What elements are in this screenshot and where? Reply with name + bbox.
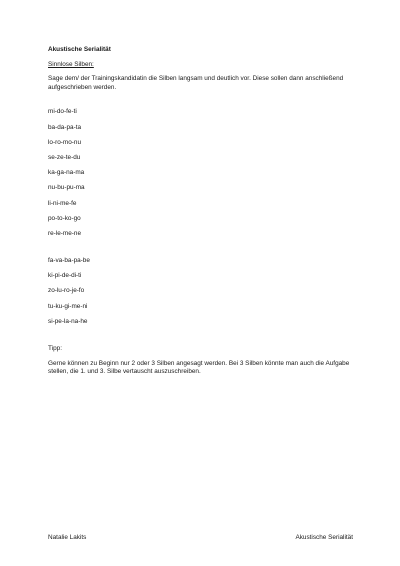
syllable-item: zo-lu-ro-je-fo bbox=[48, 287, 85, 295]
syllable-item: ba-da-pa-ta bbox=[48, 123, 82, 131]
document-title: Akustische Serialität bbox=[48, 46, 111, 53]
syllable-item: ka-ga-na-ma bbox=[48, 169, 85, 177]
syllable-item: se-ze-te-du bbox=[48, 153, 81, 161]
document-body bbox=[48, 46, 358, 377]
syllable-item: po-to-ko-go bbox=[48, 214, 81, 222]
footer-author: Natalie Lakits bbox=[48, 534, 87, 541]
footer-title: Akustische Serialität bbox=[295, 534, 353, 541]
intro-paragraph: Sage dem/ der Trainingskandidatin die Silben langsam und deutlich vor. Diese sollen dann anschließend aufgeschrieben werden. bbox=[48, 75, 344, 91]
syllable-item: ki-pi-de-di-ti bbox=[48, 272, 82, 280]
syllable-item: si-pe-la-na-he bbox=[48, 317, 88, 325]
section-subtitle: Sinnlose Silben: bbox=[48, 60, 94, 68]
tip-paragraph: Gerne können zu Beginn nur 2 oder 3 Silben angesagt werden. Bei 3 Silben könnte man auch die Aufgabe stellen, die 1. und 3. Silbe vertauscht auszuschreiben. bbox=[48, 359, 350, 376]
syllable-item: lo-ro-mo-nu bbox=[48, 138, 82, 146]
syllable-list-four bbox=[48, 108, 358, 245]
syllable-item: nu-bu-pu-ma bbox=[48, 184, 85, 192]
syllable-item: re-le-me-ne bbox=[48, 229, 82, 237]
tip-label: Tipp: bbox=[48, 345, 62, 352]
syllable-list-five bbox=[48, 257, 358, 333]
syllable-item: li-ni-me-fe bbox=[48, 199, 77, 207]
syllable-item: tu-ku-gi-me-ni bbox=[48, 302, 88, 310]
syllable-item: fa-va-ba-pa-be bbox=[48, 257, 90, 265]
syllable-item: mi-do-fe-ti bbox=[48, 108, 77, 116]
